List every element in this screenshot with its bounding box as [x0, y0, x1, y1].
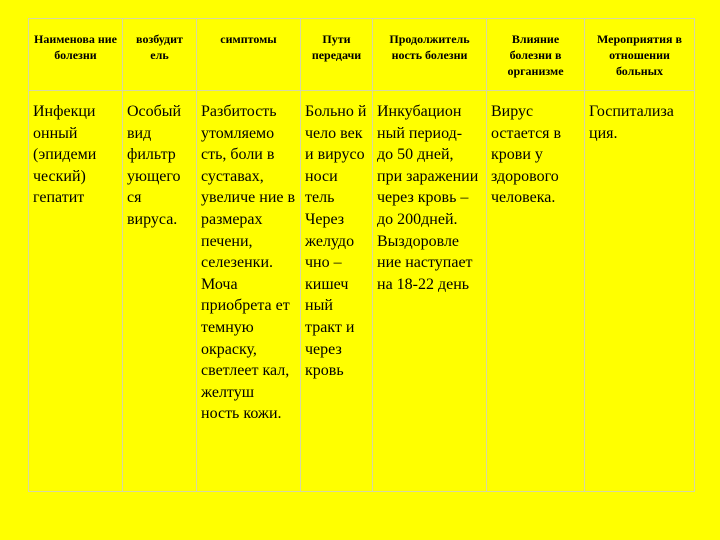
header-disease-name: Наименова ние болезни [29, 19, 123, 91]
cell-pathogen: Особый вид фильтр ующего ся вируса. [123, 91, 197, 492]
header-effect-on-body: Влияние болезни в организме [487, 19, 585, 91]
cell-patient-measures: Госпитализа ция. [585, 91, 695, 492]
table-row [29, 91, 695, 492]
cell-disease-name: Инфекци онный (эпидеми ческий) гепатит [29, 91, 123, 492]
header-transmission-routes: Пути передачи [301, 19, 373, 91]
header-patient-measures: Мероприятия в отношении больных [585, 19, 695, 91]
cell-symptoms: Разбитость утомляемо сть, боли в суставах, увеличе ние в размерах печени, селезенки. Моча приобрета ет темную окраску, светлеет кал, желтуш ность кожи. [197, 91, 301, 492]
disease-table [28, 18, 695, 492]
header-symptoms: симптомы [197, 19, 301, 91]
cell-disease-duration: Инкубацион ный период- до 50 дней, при заражении через кровь – до 200дней. Выздоровле ние наступает на 18-22 день [373, 91, 487, 492]
header-disease-duration: Продолжитель ность болезни [373, 19, 487, 91]
cell-effect-on-body: Вирус остается в крови у здорового человека. [487, 91, 585, 492]
header-row [29, 19, 695, 91]
header-pathogen: возбудит ель [123, 19, 197, 91]
cell-transmission-routes: Больно й чело век и вирусо носи тель Через желудо чно – кишеч ный тракт и через кровь [301, 91, 373, 492]
